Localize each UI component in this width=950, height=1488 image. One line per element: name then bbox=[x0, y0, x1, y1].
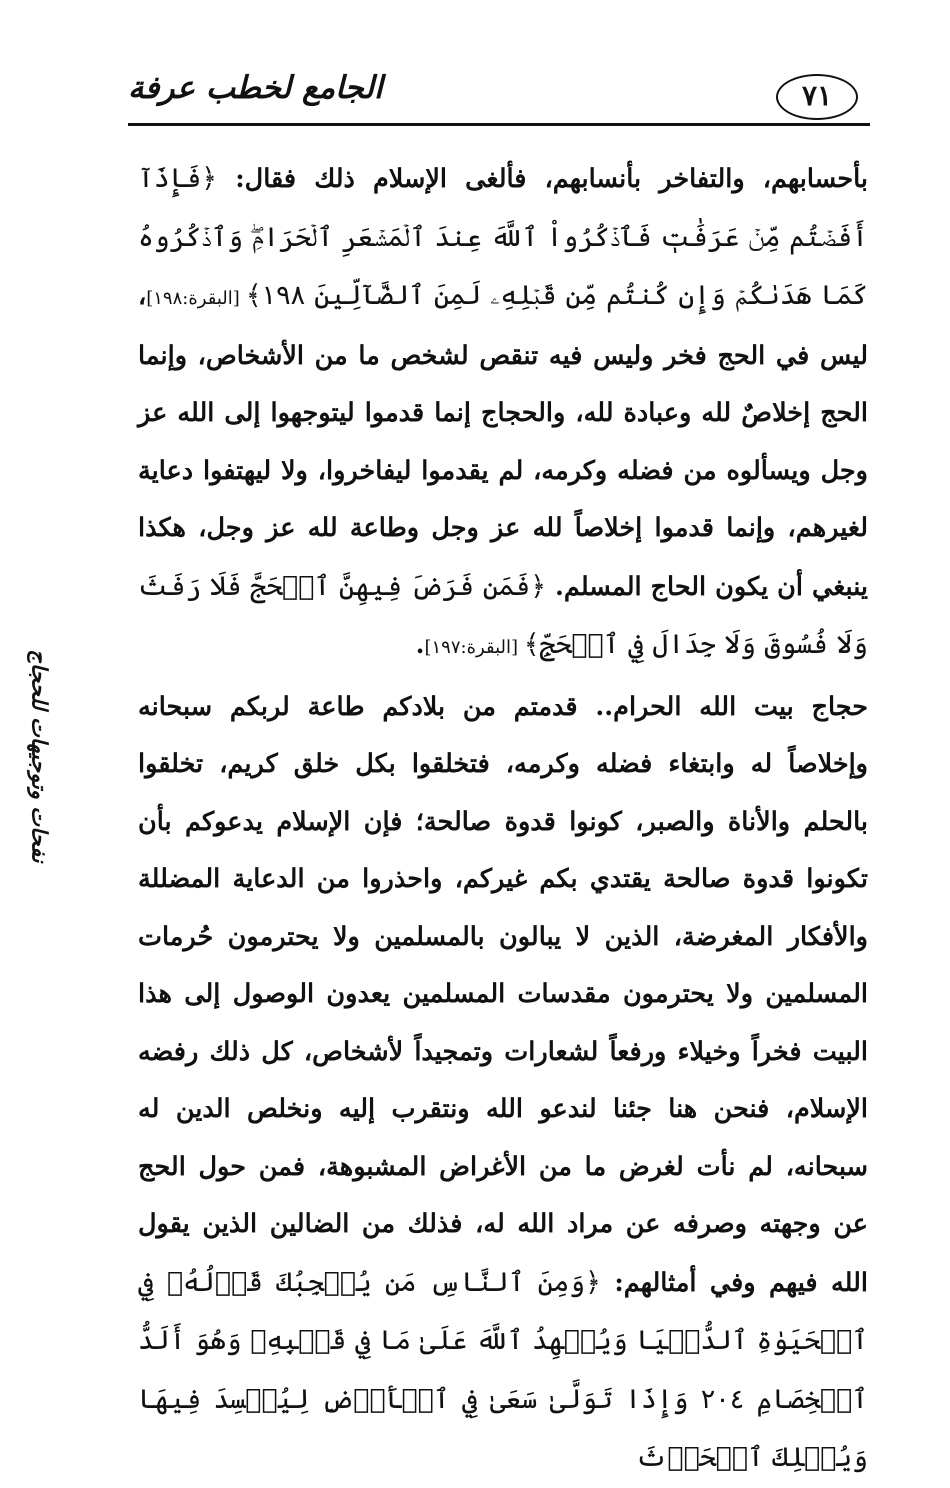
quran-verse: ﴿وَمِنَ ٱلنَّاسِ مَن يُعۡجِبُكَ قَوۡلُهُۥ فِي ٱلۡحَيَوٰةِ ٱلدُّنۡيَا وَيُشۡهِدُ ٱللَّهَ عَلَىٰ مَا فِي قَلۡبِهِۦ وَهُوَ أَلَدُّ ٱلۡخِصَامِ ٢٠٤ وَإِذَا تَوَلَّىٰ سَعَىٰ فِي ٱلۡأَرۡضِ لِيُفۡسِدَ فِيهَا وَيُهۡلِكَ ٱلۡحَرۡثَ bbox=[138, 1266, 868, 1473]
text-segment: بأحسابهم، والتفاخر بأنسابهم، فألغى الإسلام ذلك فقال: bbox=[217, 164, 868, 194]
side-note bbox=[20, 626, 60, 886]
quran-verse: ﴿فَإِذَآ أَفَضۡتُم مِّنۡ عَرَفَٰتٖ فَٱذۡكُرُواْ ٱللَّهَ عِندَ ٱلۡمَشۡعَرِ ٱلۡحَرَامِۖ وَٱذۡكُرُوهُ كَمَا هَدَىٰكُمۡ وَإِن كُنتُم مِّن قَبۡلِهِۦ لَمِنَ ٱلضَّآلِّينَ ١٩٨﴾ bbox=[138, 163, 868, 311]
running-title: الجامع لخطب عرفة bbox=[128, 70, 383, 106]
quran-verse: ﴿فَمَن فَرَضَ فِيهِنَّ ٱلۡحَجَّ فَلَا رَفَثَ وَلَا فُسُوقَ وَلَا جِدَالَ فِي ٱلۡحَجِّ﴾ bbox=[138, 570, 868, 660]
header-rule bbox=[128, 123, 870, 126]
paragraph bbox=[138, 150, 868, 677]
verse-reference: [البقرة:١٩٨] bbox=[146, 288, 246, 309]
page-header bbox=[128, 62, 870, 126]
side-note-text: نفحات وتوجيهات للحجاج bbox=[27, 649, 53, 863]
page-number: ٧١ bbox=[776, 74, 858, 120]
text-segment: حجاج بيت الله الحرام.. قدمتم من بلادكم طاعة لربكم سبحانه وإخلاصاً له وابتغاء فضله وكرمه، فتخلقوا بكل خلق كريم، تخلقوا بالحلم والأناة والصبر، كونوا قدوة صالحة؛ فإن الإسلام يدعوكم بأن تكونوا قدوة صالحة يقتدي بكم غيركم، واحذروا من الدعاية المضللة والأفكار المغرضة، الذين لا يبالون بالمسلمين ولا يحترمون حُرمات المسلمين ولا يحترمون مقدسات المسلمين يعدون الوصول إلى هذا البيت فخراً وخيلاء ورفعاً لشعارات وتمجيداً لأشخاص، كل ذلك رفضه الإسلام، فنحن هنا جئنا لندعو الله ونتقرب إليه ونخلص الدين له سبحانه، لم نأت لغرض ما من الأغراض المشبوهة، فمن حول الحج عن وجهته وصرفه عن مراد الله له، فذلك من الضالين الذين يقول الله فيهم وفي أمثالهم: bbox=[138, 691, 868, 1298]
text-segment: . bbox=[415, 630, 425, 660]
body-text bbox=[138, 150, 868, 1488]
verse-reference: [البقرة:١٩٧] bbox=[424, 637, 524, 658]
paragraph bbox=[138, 679, 868, 1488]
text-segment: ، ليس في الحج فخر وليس فيه تنقص لشخص ما من الأشخاص، وإنما الحج إخلاصٌ لله وعبادة لله، والحجاج إنما قدموا ليتوجهوا إلى الله عز وجل ويسألوه من فضله وكرمه، لم يقدموا ليفاخروا، ولا ليهتفوا دعاية لغيرهم، وإنما قدموا إخلاصاً لله عز وجل وطاعة لله عز وجل، هكذا ينبغي أن يكون الحاج المسلم. bbox=[138, 281, 868, 602]
